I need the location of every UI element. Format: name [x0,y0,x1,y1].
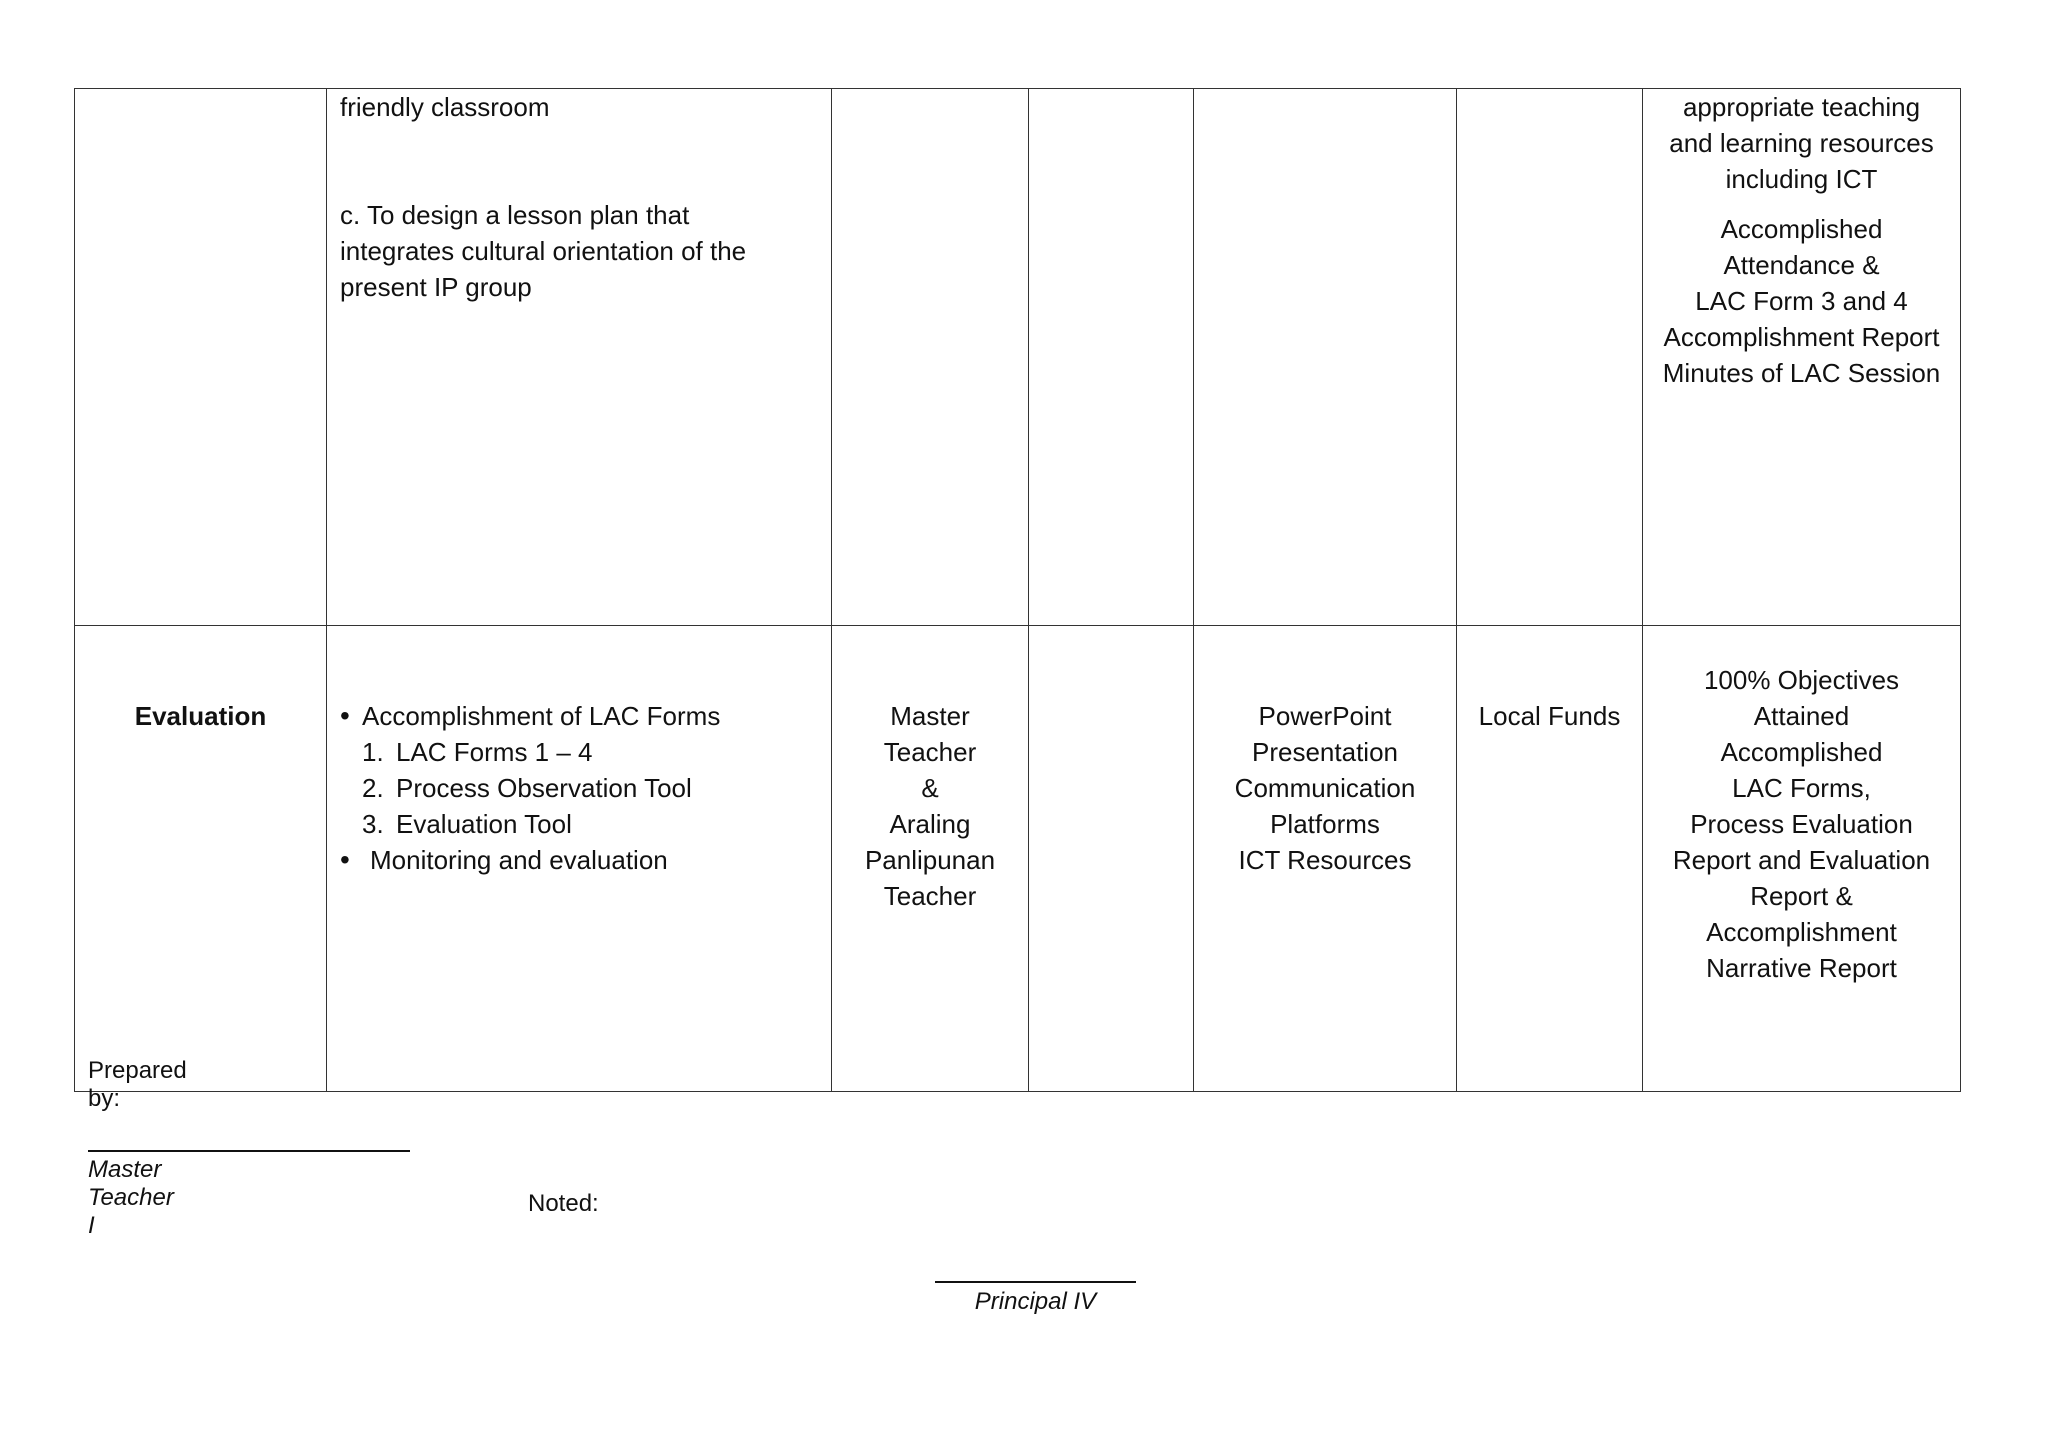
resource-text: ICT Resources [1238,845,1412,875]
resource-text: Communication [1234,773,1416,803]
output-text: Accomplishment Report [1663,322,1940,352]
objective-c-text: integrates cultural orientation of the [340,236,747,266]
objectives-cell [327,89,832,626]
output-text: Attendance & [1723,250,1880,280]
activities-list [340,698,831,878]
list-item: 1. LAC Forms 1 – 4 [362,737,593,767]
activity-text: Accomplishment of LAC Forms [362,701,721,731]
timeline-cell [1029,626,1194,1092]
indicator-text: Narrative Report [1706,953,1897,983]
indicator-text: including ICT [1725,164,1878,194]
indicator-text: Attained [1753,701,1850,731]
indicators-cell [1643,89,1961,626]
phase-label: Evaluation [134,701,267,731]
person-text: Teacher [883,737,977,767]
approver-role: Principal IV [974,1288,1097,1315]
list-item: 3. Evaluation Tool [362,809,572,839]
output-text: Accomplished [1720,214,1883,244]
table-row [75,626,1961,1092]
approver-signature-line [935,1281,1136,1283]
indicator-text: Report & [1750,881,1853,911]
table-row [75,89,1961,626]
activity-text: Monitoring and evaluation [370,845,668,875]
indicators-cell [1643,626,1961,1092]
resources-cell [1194,626,1457,1092]
sub-list [362,734,831,842]
output-text: Minutes of LAC Session [1662,358,1941,388]
list-item: 2. Process Observation Tool [362,773,692,803]
budget-text: Local Funds [1478,701,1621,731]
resource-text: Presentation [1252,737,1398,767]
phase-cell [75,89,327,626]
list-item [340,842,831,878]
indicator-text: and learning resources [1669,128,1934,158]
person-text: & [921,773,939,803]
person-text: Master [890,701,970,731]
persons-cell [832,89,1029,626]
indicator-text: appropriate teaching [1682,92,1921,122]
indicator-text: Process Evaluation [1690,809,1913,839]
indicator-text: Accomplishment [1706,917,1897,947]
objective-c-text: c. To design a lesson plan that [340,200,690,230]
output-text: LAC Form 3 and 4 [1695,286,1908,316]
person-text: Panlipunan [864,845,996,875]
sub-item-text: Process Observation Tool [396,773,692,803]
spacer [340,125,831,197]
budget-cell [1457,626,1643,1092]
indicator-text: Report and Evaluation [1672,845,1931,875]
noted-label: Noted: [528,1190,599,1217]
preparer-signature-line [88,1150,410,1152]
indicator-text: 100% Objectives [1703,665,1900,695]
resources-cell [1194,89,1457,626]
person-text: Araling [889,809,971,839]
spacer [1643,197,1960,211]
lac-plan-table [74,88,1961,1092]
objective-c-text: present IP group [340,272,532,302]
preparer-role: Master Teacher I [88,1156,174,1239]
sub-item-text: LAC Forms 1 – 4 [396,737,593,767]
timeline-cell [1029,89,1194,626]
resource-text: Platforms [1270,809,1380,839]
budget-cell [1457,89,1643,626]
indicator-text: Accomplished [1720,737,1883,767]
activities-cell [327,626,832,1092]
indicator-text: LAC Forms, [1732,773,1871,803]
person-text: Teacher [883,881,977,911]
phase-cell [75,626,327,1092]
prepared-by-label: Prepared by: [88,1057,187,1112]
resource-text: PowerPoint [1258,701,1392,731]
objective-text: friendly classroom [340,92,550,122]
list-item [340,698,831,842]
persons-cell [832,626,1029,1092]
sub-item-text: Evaluation Tool [396,809,572,839]
